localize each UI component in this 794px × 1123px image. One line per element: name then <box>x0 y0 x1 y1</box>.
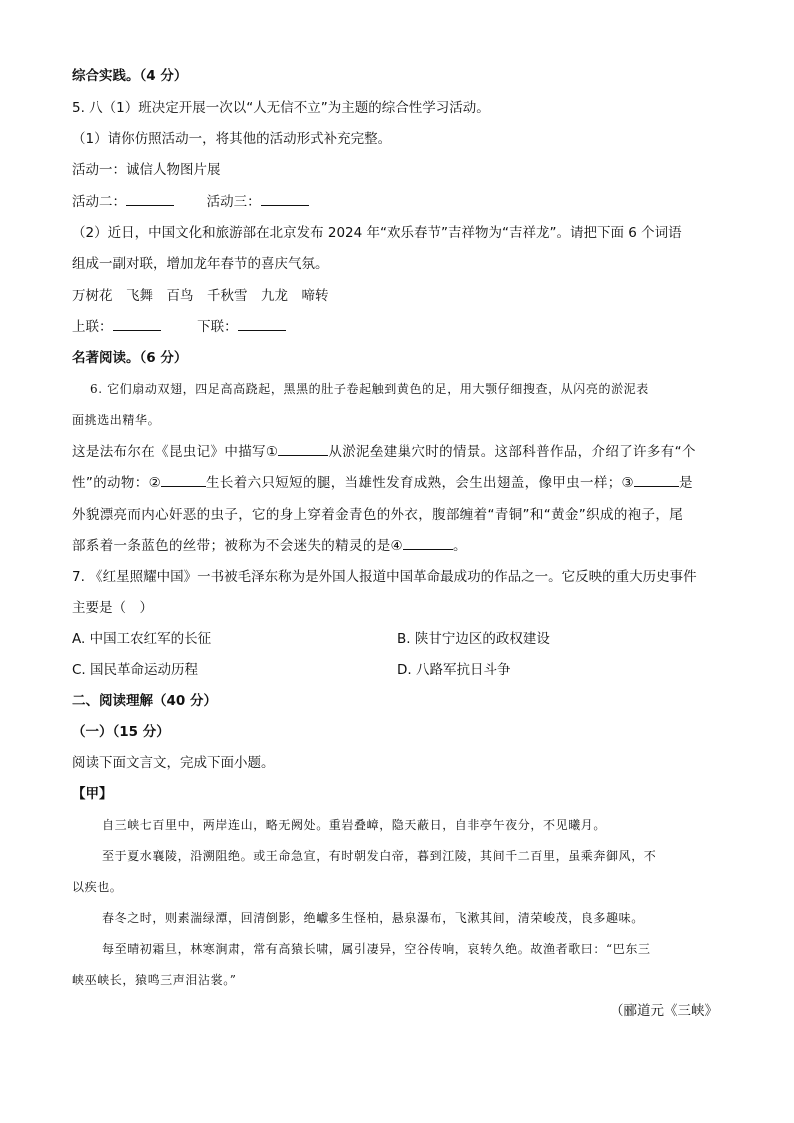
blank-2[interactable] <box>161 474 206 487</box>
q6-line1 <box>72 442 696 462</box>
q5-couplet-row <box>72 317 286 337</box>
q6-quote-line2: 面挑选出精华。 <box>72 413 161 427</box>
lower-couplet-blank[interactable] <box>238 318 286 331</box>
q6-text: 是 <box>679 475 693 491</box>
q5-part1: （1）请你仿照活动一，将其他的活动形式补充完整。 <box>72 131 392 147</box>
classical-p1: 自三峡七百里中，两岸连山，略无阙处。重岩叠嶂，隐天蔽日，自非亭午夜分，不见曦月。 <box>102 818 607 832</box>
q5-activities-row <box>72 192 309 212</box>
q6-text: 部系着一条蓝色的丝带；被称为不会迷失的精灵的是④ <box>72 538 404 554</box>
q6-text: 从淤泥垒建巢穴时的情景。这部科普作品，介绍了许多有“个 <box>328 444 696 460</box>
q7-option-d[interactable]: D. 八路军抗日斗争 <box>397 662 511 678</box>
q6-line3: 外貌漂亮而内心奸恶的虫子，它的身上穿着金青色的外衣，腹部缠着“青铜”和“黄金”织成的袍子，尾 <box>72 507 684 523</box>
section-title-classics: 名著阅读。（6 分） <box>72 350 188 366</box>
activity2-blank[interactable] <box>126 193 174 206</box>
blank-3[interactable] <box>634 474 679 487</box>
section-title-reading: 二、阅读理解（40 分） <box>72 693 217 709</box>
upper-couplet-blank[interactable] <box>113 318 161 331</box>
classical-p4-line2: 峡巫峡长，猿鸣三声泪沾裳。” <box>72 973 237 987</box>
activity3-blank[interactable] <box>261 193 309 206</box>
q7-option-c[interactable]: C. 国民革命运动历程 <box>72 662 199 678</box>
q5-part2-line2: 组成一副对联，增加龙年春节的喜庆气氛。 <box>72 256 329 272</box>
q6-line4 <box>72 536 467 556</box>
q7-option-b[interactable]: B. 陕甘宁边区的政权建设 <box>397 631 550 647</box>
q5-activity1: 活动一：诚信人物图片展 <box>72 162 221 178</box>
q6-quote-line1: 6. 它们扇动双翅，四足高高跷起，黑黑的肚子卷起触到黄色的足，用大颚仔细搜查，从闪亮的淤泥表 <box>90 382 649 396</box>
blank-1[interactable] <box>278 443 328 456</box>
classical-p4-line1: 每至晴初霜旦，林寒涧肃，常有高猿长啸，属引凄异，空谷传响，哀转久绝。故渔者歌曰：“巴东三 <box>102 942 651 956</box>
q6-text: 这是法布尔在《昆虫记》中描写① <box>72 444 279 460</box>
activity2-label: 活动二： <box>72 194 126 210</box>
q6-line2 <box>72 473 693 493</box>
q7-stem-line1: 7. 《红星照耀中国》一书被毛泽东称为是外国人报道中国革命最成功的作品之一。它反映的重大历史事件 <box>72 569 697 585</box>
q7-stem-line2: 主要是（ ） <box>72 600 153 616</box>
q5-words: 万树花 飞舞 百鸟 千秋雪 九龙 啼转 <box>72 288 329 304</box>
classical-p2-line2: 以疾也。 <box>72 880 123 894</box>
blank-4[interactable] <box>403 537 453 550</box>
classical-p3: 春冬之时，则素湍绿潭，回清倒影，绝巘多生怪柏，悬泉瀑布，飞漱其间，清荣峻茂，良多趣味。 <box>102 911 644 925</box>
reading-instruction: 阅读下面文言文，完成下面小题。 <box>72 755 275 771</box>
activity3-label: 活动三： <box>206 194 261 210</box>
q6-text: 生长着六只短短的腿，当雄性发育成熟，会生出翅盖，像甲虫一样；③ <box>206 475 634 491</box>
q5-stem: 5. 八（1）班决定开展一次以“人无信不立”为主题的综合性学习活动。 <box>72 100 490 116</box>
q6-text: 性”的动物：② <box>72 475 162 491</box>
section-title-practice: 综合实践。（4 分） <box>72 68 188 84</box>
q7-option-a[interactable]: A. 中国工农红军的长征 <box>72 631 212 647</box>
passage-source: （郦道元《三峡》 <box>610 1003 718 1019</box>
passage-label-jia: 【甲】 <box>72 786 113 802</box>
classical-p2-line1: 至于夏水襄陵，沿溯阻绝。或王命急宣，有时朝发白帝，暮到江陵，其间千二百里，虽乘奔御风，不 <box>102 849 657 863</box>
subsection-title-1: （一）（15 分） <box>72 724 170 740</box>
q6-text: 。 <box>453 538 467 554</box>
lower-couplet-label: 下联： <box>197 319 238 335</box>
q5-part2-line1: （2）近日，中国文化和旅游部在北京发布 2024 年“欢乐春节”吉祥物为“吉祥龙”。请把下面 6 个词语 <box>72 225 682 241</box>
upper-couplet-label: 上联： <box>72 319 113 335</box>
